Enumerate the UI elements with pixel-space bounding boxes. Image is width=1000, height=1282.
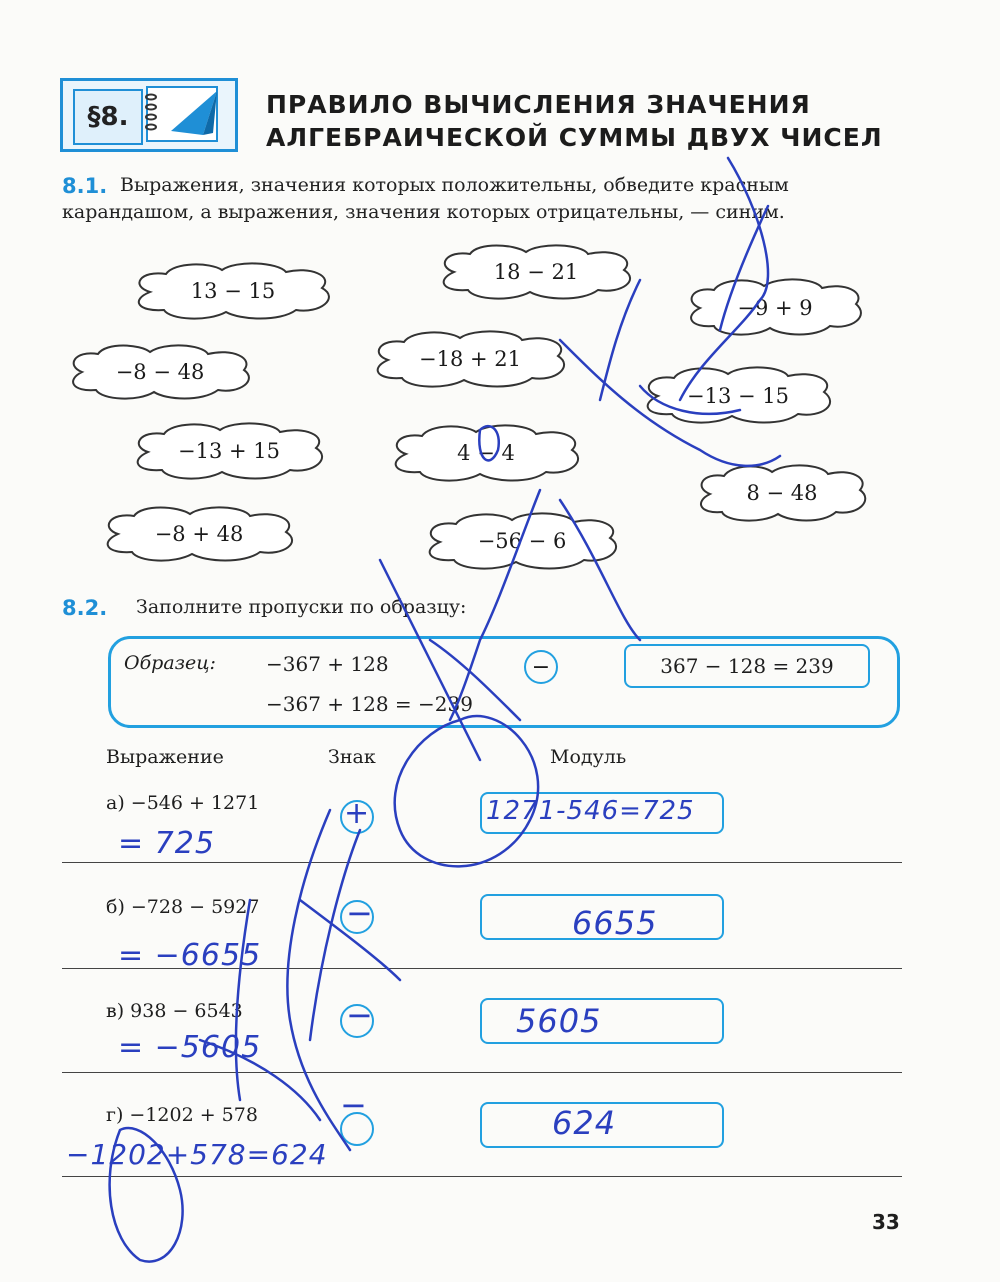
title-line-2: АЛГЕБРАИЧЕСКОЙ СУММЫ ДВУХ ЧИСЕЛ — [266, 123, 883, 152]
expression-cloud[interactable] — [640, 366, 836, 426]
section-number: §8. — [73, 89, 143, 145]
expression-cloud[interactable] — [694, 464, 870, 522]
exercise-8-2-number: 8.2. — [62, 596, 108, 620]
task-c-expression: в) 938 − 6543 — [106, 1000, 243, 1022]
task-c-handwritten-sign: − — [346, 996, 374, 1034]
sample-sign: − — [524, 650, 558, 684]
sample-modulus: 367 − 128 = 239 — [624, 644, 870, 688]
expression-cloud[interactable] — [684, 278, 866, 338]
expression-text: −56 − 6 — [477, 529, 567, 553]
notebook-pencil-icon — [143, 85, 229, 145]
title-line-1: ПРАВИЛО ВЫЧИСЛЕНИЯ ЗНАЧЕНИЯ — [266, 90, 811, 119]
task-b-expression: б) −728 − 5927 — [106, 896, 260, 918]
column-modulus: Модуль — [550, 746, 627, 768]
answer-line — [62, 1176, 902, 1177]
expression-cloud[interactable] — [436, 244, 636, 300]
task-c-handwritten-answer: = −5605 — [118, 1030, 262, 1065]
page-number: 33 — [872, 1210, 900, 1234]
task-b-handwritten-answer: = −6655 — [118, 938, 262, 973]
expression-text: −13 − 15 — [687, 384, 789, 408]
expression-text: 18 − 21 — [493, 260, 579, 284]
sample-label: Образец: — [124, 652, 216, 674]
expression-cloud[interactable] — [130, 262, 336, 320]
sample-result: −367 + 128 = −239 — [266, 692, 473, 716]
expression-text: 13 − 15 — [190, 279, 276, 303]
task-c-handwritten-modulus: 5605 — [516, 1002, 602, 1040]
task-a-handwritten-modulus: 1271-546=725 — [486, 796, 695, 826]
task-d-handwritten-answer: −1202+578=624 — [66, 1138, 328, 1171]
expression-cloud[interactable] — [66, 344, 254, 400]
task-b-handwritten-modulus: 6655 — [572, 904, 658, 942]
expression-cloud[interactable] — [422, 512, 622, 570]
column-sign: Знак — [328, 746, 376, 768]
answer-line — [62, 1072, 902, 1073]
section-badge — [60, 78, 238, 152]
task-b-handwritten-sign: − — [346, 894, 374, 932]
expression-cloud[interactable] — [100, 506, 298, 562]
task-d-handwritten-sign: − — [340, 1086, 368, 1124]
answer-line — [62, 862, 902, 863]
column-expression: Выражение — [106, 746, 224, 768]
expression-text: −8 − 48 — [115, 360, 205, 384]
expression-cloud[interactable] — [388, 424, 584, 482]
expression-text: −18 + 21 — [419, 347, 521, 371]
exercise-8-1-number: 8.1. — [62, 174, 108, 198]
expression-cloud[interactable] — [130, 422, 328, 480]
task-a-handwritten-sign: + — [344, 796, 371, 831]
expression-text: 4 − 4 — [457, 441, 515, 465]
expression-text: −8 + 48 — [154, 522, 244, 546]
exercise-8-2-instruction: Заполните пропуски по образцу: — [136, 596, 467, 618]
section-title — [266, 88, 883, 154]
expression-text: 8 − 48 — [746, 481, 818, 505]
task-d-handwritten-modulus: 624 — [552, 1104, 617, 1142]
exercise-8-1-line-2: карандашом, а выражения, значения которых отрицательны, — синим. — [62, 201, 785, 223]
expression-text: −9 + 9 — [737, 296, 813, 320]
sample-expression: −367 + 128 — [266, 652, 389, 676]
task-a-handwritten-answer: = 725 — [118, 826, 215, 861]
task-a-expression: а) −546 + 1271 — [106, 792, 260, 814]
task-d-expression: г) −1202 + 578 — [106, 1104, 258, 1126]
exercise-8-1-line-1: Выражения, значения которых положительны, обведите красным — [120, 174, 789, 196]
expression-text: −13 + 15 — [178, 439, 280, 463]
expression-cloud[interactable] — [370, 330, 570, 388]
